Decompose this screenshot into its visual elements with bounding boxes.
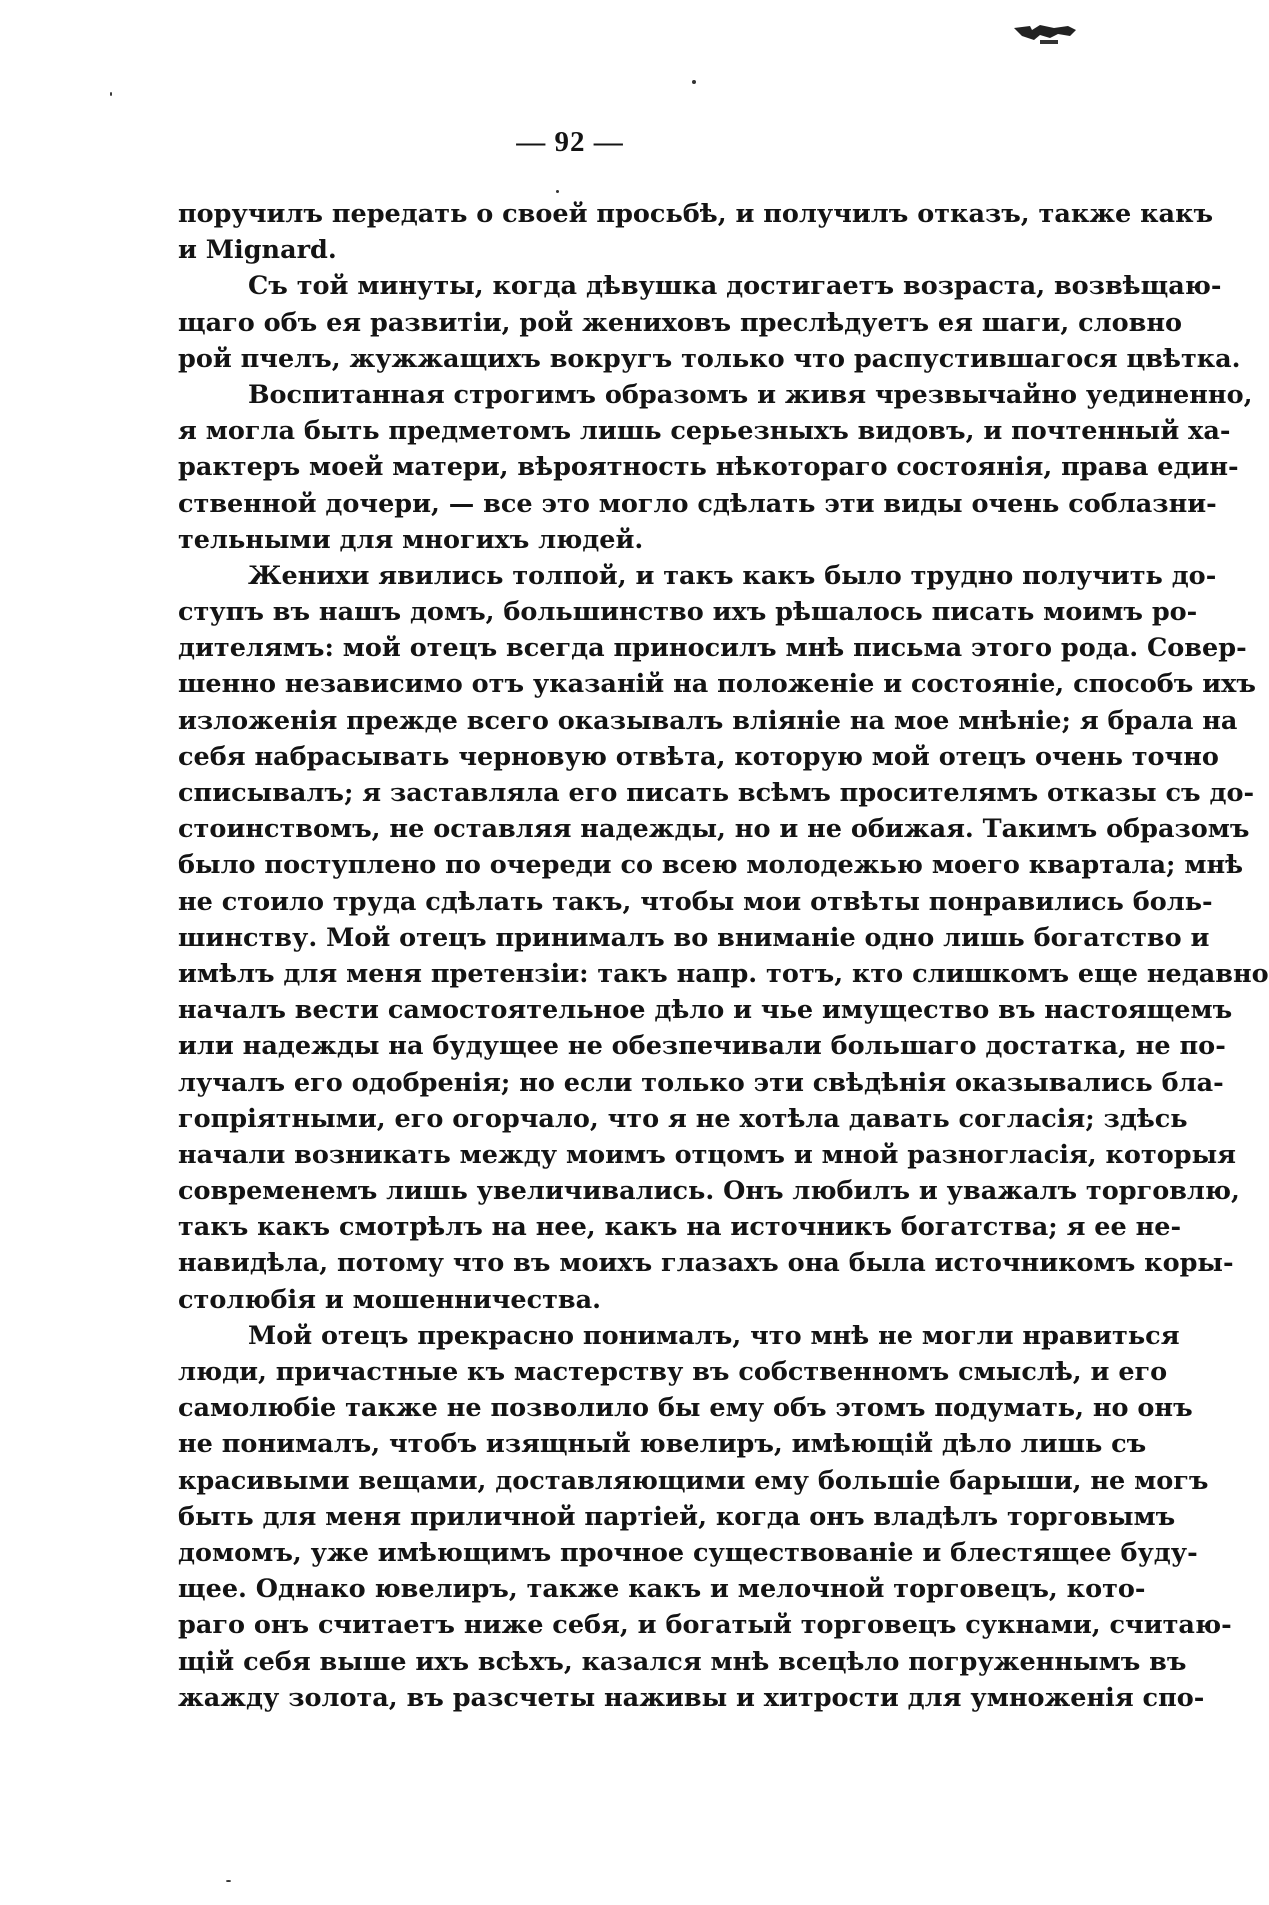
text-line: щаго объ ея развитіи, рой жениховъ преслѣдуетъ ея шаги, словно (178, 307, 1182, 338)
text-line: и Mignard. (178, 235, 337, 266)
text-line: такъ какъ смотрѣлъ на нее, какъ на источникъ богатства; я ее не- (178, 1212, 1182, 1243)
text-line: жажду золота, въ разсчеты наживы и хитрости для умноженія спо- (178, 1682, 1205, 1713)
text-line: начали возникать между моимъ отцомъ и мной разногласія, которыя (178, 1139, 1236, 1170)
paragraph (178, 268, 1241, 377)
text-line: ственной дочери, — все это могло сдѣлать эти виды очень соблазни- (178, 488, 1217, 519)
dust-speck (692, 80, 696, 84)
text-line: себя набрасывать черновую отвѣта, которую мой отецъ очень точно (178, 741, 1219, 772)
text-line: не стоило труда сдѣлать такъ, чтобы мои отвѣты понравились боль- (178, 886, 1213, 917)
text-line: шинству. Мой отецъ принималъ во вниманіе одно лишь богатство и (178, 922, 1210, 953)
text-line: домомъ, уже имѣющимъ прочное существованіе и блестящее буду- (178, 1537, 1198, 1568)
text-line: раго онъ считаетъ ниже себя, и богатый торговецъ сукнами, считаю- (178, 1610, 1232, 1641)
text-line: рой пчелъ, жужжащихъ вокругъ только что распустившагося цвѣтка. (178, 343, 1241, 374)
text-line: поручилъ передать о своей просьбѣ, и получилъ отказъ, также какъ (178, 199, 1214, 229)
text-line: Воспитанная строгимъ образомъ и живя чрезвычайно уединенно, (248, 379, 1253, 410)
paragraph (178, 1318, 1232, 1716)
paragraph (178, 558, 1269, 1318)
dust-speck (226, 1880, 231, 1882)
text-line: изложенія прежде всего оказывалъ вліяніе на мое мнѣніе; я брала на (178, 705, 1238, 736)
text-line: я могла быть предметомъ лишь серьезныхъ видовъ, и почтенный ха- (178, 416, 1231, 447)
text-line: самолюбіе также не позволило бы ему объ этомъ подумать, но онъ (178, 1393, 1193, 1424)
text-line: современемъ лишь увеличивались. Онъ любилъ и уважалъ торговлю, (178, 1176, 1240, 1207)
text-line: или надежды на будущее не обезпечивали большаго достатка, не по- (178, 1031, 1226, 1062)
text-line: дителямъ: мой отецъ всегда приносилъ мнѣ письма этого рода. Совер- (178, 633, 1247, 664)
text-line: Мой отецъ прекрасно понималъ, что мнѣ не могли нравиться (248, 1320, 1180, 1351)
scan-artifact-mark (1010, 22, 1080, 48)
paragraph (178, 377, 1253, 558)
text-line: стоинствомъ, не оставляя надежды, но и не обижая. Такимъ образомъ (178, 814, 1250, 845)
text-line: быть для меня приличной партіей, когда онъ владѣлъ торговымъ (178, 1501, 1176, 1532)
dust-speck (556, 190, 559, 193)
text-line: списывалъ; я заставляла его писать всѣмъ просителямъ отказы съ до- (178, 778, 1255, 808)
text-body (178, 196, 1269, 1716)
text-line: люди, причастные къ мастерству въ собственномъ смыслѣ, и его (178, 1357, 1168, 1387)
text-line: ступъ въ нашъ домъ, большинство ихъ рѣшалось писать моимъ ро- (178, 597, 1198, 628)
page-number: — 92 — (516, 126, 624, 158)
text-line: не понималъ, чтобъ изящный ювелиръ, имѣющій дѣло лишь съ (178, 1429, 1147, 1460)
text-line: имѣлъ для меня претензіи: такъ напр. тотъ, кто слишкомъ еще недавно (178, 958, 1269, 989)
text-line: тельными для многихъ людей. (178, 524, 644, 555)
text-line: было поступлено по очереди со всею молодежью моего квартала; мнѣ (178, 850, 1244, 881)
text-line: Съ той минуты, когда дѣвушка достигаетъ возраста, возвѣщаю- (248, 271, 1222, 302)
text-line: щій себя выше ихъ всѣхъ, казался мнѣ всецѣло погруженнымъ въ (178, 1646, 1187, 1677)
text-line: навидѣла, потому что въ моихъ глазахъ она была источникомъ коры- (178, 1248, 1234, 1279)
text-line: гопріятными, его огорчало, что я не хотѣла давать согласія; здѣсь (178, 1103, 1188, 1134)
text-line: рактеръ моей матери, вѣроятность нѣкотораго состоянія, права един- (178, 452, 1239, 483)
text-line: красивыми вещами, доставляющими ему большіе барыши, не могъ (178, 1465, 1209, 1496)
dust-speck (110, 92, 112, 96)
text-line: шенно независимо отъ указаній на положеніе и состояніе, способъ ихъ (178, 669, 1256, 700)
paragraph (178, 196, 1214, 268)
text-line: щее. Однако ювелиръ, также какъ и мелочной торговецъ, кото- (178, 1574, 1146, 1605)
text-line: столюбія и мошенничества. (178, 1284, 602, 1315)
text-line: Женихи явились толпой, и такъ какъ было трудно получить до- (248, 560, 1217, 591)
text-line: началъ вести самостоятельное дѣло и чье имущество въ настоящемъ (178, 995, 1233, 1026)
text-line: лучалъ его одобренія; но если только эти свѣдѣнія оказывались бла- (178, 1067, 1224, 1098)
